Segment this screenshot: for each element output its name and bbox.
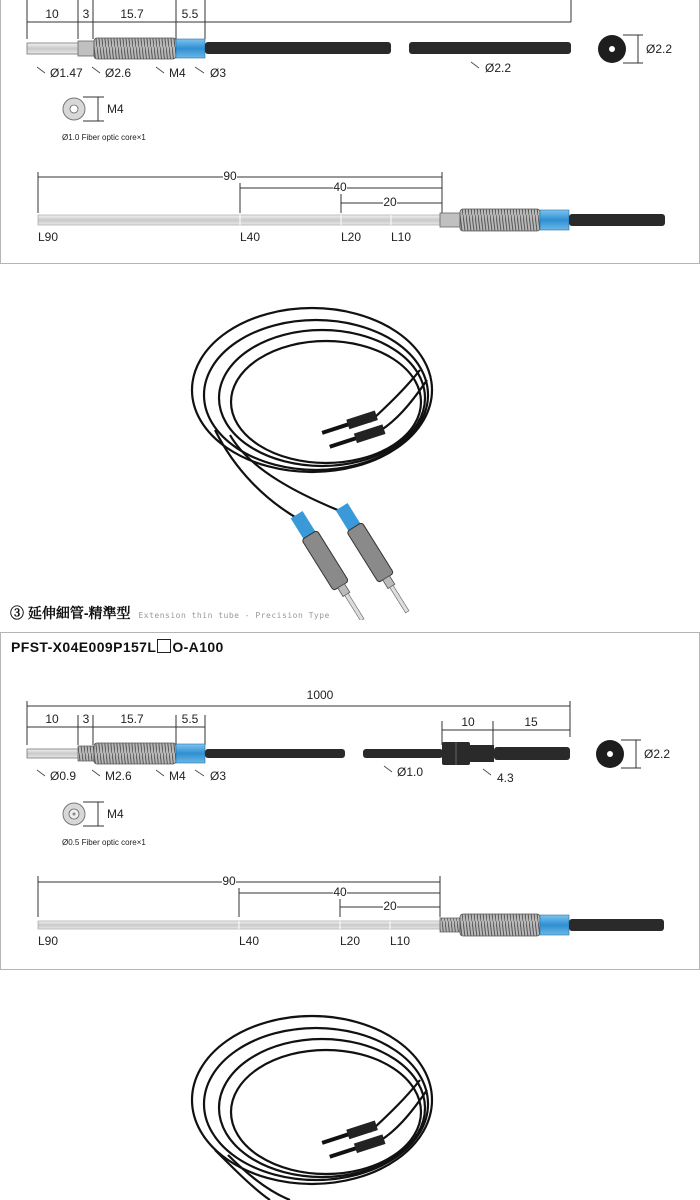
p2-len-dim-90: 90 [222, 874, 236, 888]
p2-len-dim-40: 40 [333, 885, 347, 899]
p2-dim-5-5: 5.5 [181, 712, 199, 726]
p2-dim-3: 3 [82, 712, 90, 726]
len-dim-40: 40 [333, 180, 347, 194]
p2-callout-m26: M2.6 [105, 769, 132, 783]
panel1-drawing [1, 0, 699, 263]
p2-dim-15-7: 15.7 [120, 712, 144, 726]
product-photo-coiled-cable-1 [0, 280, 700, 620]
p2-section-d22: Ø2.2 [644, 747, 671, 761]
spec-panel-standard [0, 0, 700, 264]
label-l20: L20 [341, 230, 362, 244]
p2-label-l40: L40 [239, 934, 260, 948]
p2-len-dim-20: 20 [383, 899, 397, 913]
label-l90: L90 [38, 230, 59, 244]
p2-label-l90: L90 [38, 934, 59, 948]
len-dim-90: 90 [223, 169, 237, 183]
callout-m4: M4 [169, 66, 186, 80]
callout-d22: Ø2.2 [485, 61, 512, 75]
p2-callout-d09: Ø0.9 [50, 769, 77, 783]
head-m4: M4 [107, 102, 124, 116]
section-title-cn: 延伸細管-精準型 [27, 605, 131, 621]
p2-extension-tube-drawing [38, 914, 664, 936]
dim-15-7: 15.7 [120, 7, 144, 21]
callout-d26: Ø2.6 [105, 66, 132, 80]
spec-panel-precision [0, 632, 700, 970]
precision-probe-drawing [27, 742, 570, 765]
p2-dim-r15: 15 [524, 715, 538, 729]
p2-core-note: Ø0.5 Fiber optic core×1 [62, 838, 146, 847]
label-l40: L40 [240, 230, 261, 244]
section-title [10, 603, 330, 623]
extension-tube-drawing [38, 209, 665, 231]
product-photo-coiled-cable-2 [0, 1000, 700, 1200]
p2-callout-d10: Ø1.0 [397, 765, 424, 779]
p2-label-l20: L20 [340, 934, 361, 948]
dim-10: 10 [45, 7, 59, 21]
model-code-suffix: O-A100 [172, 639, 224, 655]
p2-label-l10: L10 [390, 934, 411, 948]
label-l10: L10 [391, 230, 412, 244]
model-code-prefix: PFST-X04E009P157L [11, 639, 157, 655]
section-number: ③ [10, 605, 24, 621]
callout-d3: Ø3 [210, 66, 227, 80]
len-dim-20: 20 [383, 195, 397, 209]
panel2-drawing [1, 633, 699, 969]
section-d22: Ø2.2 [646, 42, 673, 56]
p2-callout-d3: Ø3 [210, 769, 227, 783]
section-title-en: Extension thin tube - Precision Type [138, 611, 330, 620]
p2-head-m4: M4 [107, 807, 124, 821]
p2-dim-r10: 10 [461, 715, 475, 729]
p2-callout-m4: M4 [169, 769, 186, 783]
callout-d147: Ø1.47 [50, 66, 83, 80]
dim-5-5: 5.5 [181, 7, 199, 21]
p2-dim-10: 10 [45, 712, 59, 726]
core-note: Ø1.0 Fiber optic core×1 [62, 133, 146, 142]
probe-drawing [27, 38, 571, 59]
dim-3: 3 [82, 7, 90, 21]
total-length-1000: 1000 [306, 688, 334, 702]
p2-callout-43: 4.3 [497, 771, 514, 785]
